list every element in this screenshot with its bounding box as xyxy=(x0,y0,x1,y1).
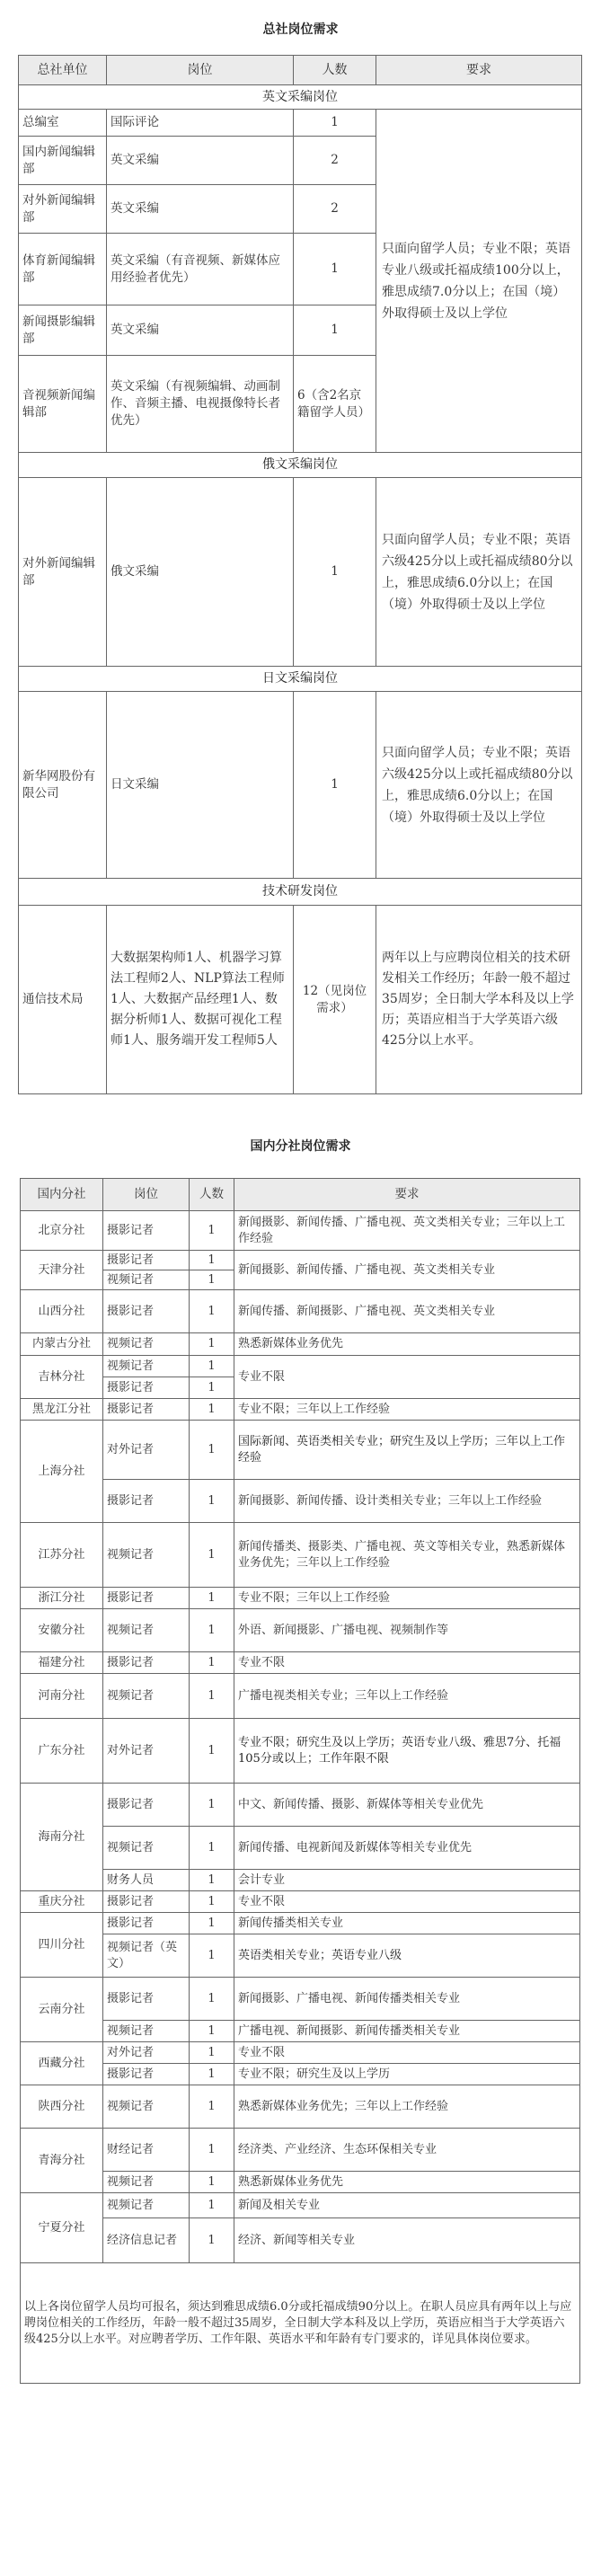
count-cell: 1 xyxy=(190,2172,234,2193)
requirement-cell: 熟悉新媒体业务优先 xyxy=(234,1333,580,1356)
post-cell: 视频记者 xyxy=(103,2021,190,2042)
table-row xyxy=(21,1399,580,1421)
section-row-japanese xyxy=(19,667,582,692)
table-row xyxy=(21,2085,580,2129)
post-cell: 视频记者（英文） xyxy=(103,1934,190,1978)
requirement-cell: 专业不限；研究生及以上学历；英语专业八级、雅思7分、托福105分或以上；工作年限不限 xyxy=(234,1719,580,1784)
branch-cell: 重庆分社 xyxy=(21,1891,103,1913)
footnote: 以上各岗位留学人员均可报名，须达到雅思成绩6.0分或托福成绩90分以上。在职人员应具有两年以上与应聘岗位相关的工作经历，年龄一般不超过35周岁，全日制大学本科及以上学历，英语应相当于大学英语六级425分以上水平。对应聘者学历、工作年限、英语水平和年龄有专门要求的，详见具体岗位要求。 xyxy=(21,2263,580,2384)
branch-cell: 内蒙古分社 xyxy=(21,1333,103,1356)
branch-cell: 山西分社 xyxy=(21,1290,103,1333)
col-header-post: 岗位 xyxy=(107,56,294,85)
requirement-cell: 外语、新闻摄影、广播电视、视频制作等 xyxy=(234,1609,580,1652)
post-cell: 大数据架构师1人、机器学习算法工程师2人、NLP算法工程师1人、大数据产品经理1人、数据分析师1人、数据可视化工程师1人、服务端开发工程师5人 xyxy=(107,906,294,1094)
post-cell: 对外记者 xyxy=(103,2042,190,2064)
count-cell: 1 xyxy=(190,1827,234,1870)
requirement-cell: 专业不限；研究生及以上学历 xyxy=(234,2064,580,2085)
post-cell: 视频记者 xyxy=(103,1523,190,1588)
table-row xyxy=(21,2193,580,2218)
table-row xyxy=(21,1421,580,1480)
col-header-unit: 总社单位 xyxy=(19,56,107,85)
requirement-cell: 经济类、产业经济、生态环保相关专业 xyxy=(234,2129,580,2172)
table-row xyxy=(21,2218,580,2263)
requirement-cell: 熟悉新媒体业务优先；三年以上工作经验 xyxy=(234,2085,580,2129)
post-cell: 视频记者 xyxy=(103,1356,190,1377)
requirement-cell: 新闻摄影、新闻传播、设计类相关专业；三年以上工作经验 xyxy=(234,1480,580,1523)
count-cell: 1 xyxy=(190,1913,234,1934)
section-heading-russian: 俄文采编岗位 xyxy=(19,453,582,478)
requirement-cell: 专业不限；三年以上工作经验 xyxy=(234,1399,580,1421)
requirement-cell: 新闻传播类相关专业 xyxy=(234,1913,580,1934)
count-cell: 1 xyxy=(190,1934,234,1978)
count-cell: 2 xyxy=(294,185,376,234)
post-cell: 摄影记者 xyxy=(103,1290,190,1333)
col-header-post: 岗位 xyxy=(103,1179,190,1211)
count-cell: 1 xyxy=(190,2064,234,2085)
count-cell: 1 xyxy=(294,234,376,305)
branch-cell: 四川分社 xyxy=(21,1913,103,1978)
count-cell: 2 xyxy=(294,137,376,185)
table-row xyxy=(21,1333,580,1356)
post-cell: 对外记者 xyxy=(103,1719,190,1784)
count-cell: 1 xyxy=(190,2042,234,2064)
branch-cell: 黑龙江分社 xyxy=(21,1399,103,1421)
unit-cell: 音视频新闻编辑部 xyxy=(19,356,107,453)
requirement-cell: 新闻及相关专业 xyxy=(234,2193,580,2218)
table-row xyxy=(21,2021,580,2042)
post-cell: 经济信息记者 xyxy=(103,2218,190,2263)
count-cell: 1 xyxy=(190,2218,234,2263)
requirement-cell: 新闻传播、电视新闻及新媒体等相关专业优先 xyxy=(234,1827,580,1870)
branch-cell: 天津分社 xyxy=(21,1251,103,1290)
table-row xyxy=(21,1609,580,1652)
post-cell: 英文采编 xyxy=(107,185,294,234)
count-cell: 1 xyxy=(190,1674,234,1719)
post-cell: 摄影记者 xyxy=(103,1913,190,1934)
post-cell: 视频记者 xyxy=(103,2085,190,2129)
col-header-requirement: 要求 xyxy=(376,56,582,85)
count-cell: 1 xyxy=(190,1421,234,1480)
count-cell: 1 xyxy=(190,1784,234,1827)
requirement-cell: 广播电视、新闻摄影、新闻传播类相关专业 xyxy=(234,2021,580,2042)
post-cell: 视频记者 xyxy=(103,1674,190,1719)
post-cell: 国际评论 xyxy=(107,110,294,137)
unit-cell: 国内新闻编辑部 xyxy=(19,137,107,185)
table-row xyxy=(21,1719,580,1784)
requirement-cell: 中文、新闻传播、摄影、新媒体等相关专业优先 xyxy=(234,1784,580,1827)
col-header-count: 人数 xyxy=(190,1179,234,1211)
requirement-cell: 只面向留学人员；专业不限；英语专业八级或托福成绩100分以上，雅思成绩7.0分以上；在国（境）外取得硕士及以上学位 xyxy=(376,110,582,453)
branch-cell: 河南分社 xyxy=(21,1674,103,1719)
post-cell: 英文采编 xyxy=(107,137,294,185)
requirement-cell: 专业不限 xyxy=(234,1891,580,1913)
table-row xyxy=(21,1588,580,1609)
post-cell: 摄影记者 xyxy=(103,1399,190,1421)
count-cell: 1 xyxy=(190,2021,234,2042)
requirement-cell: 专业不限 xyxy=(234,1652,580,1674)
count-cell: 1 xyxy=(190,1870,234,1891)
requirement-cell: 国际新闻、英语类相关专业；研究生及以上学历；三年以上工作经验 xyxy=(234,1421,580,1480)
count-cell: 1 xyxy=(294,110,376,137)
note-row xyxy=(21,2263,580,2384)
count-cell: 1 xyxy=(190,1211,234,1251)
count-cell: 6（含2名京籍留学人员） xyxy=(294,356,376,453)
count-cell: 1 xyxy=(190,1290,234,1333)
post-cell: 摄影记者 xyxy=(103,1978,190,2021)
count-cell: 1 xyxy=(190,1377,234,1399)
col-header-requirement: 要求 xyxy=(234,1179,580,1211)
requirement-cell: 新闻摄影、新闻传播、广播电视、英文类相关专业；三年以上工作经验 xyxy=(234,1211,580,1251)
table-row xyxy=(21,2129,580,2172)
section-heading-japanese: 日文采编岗位 xyxy=(19,667,582,692)
branch-cell: 江苏分社 xyxy=(21,1523,103,1588)
count-cell: 1 xyxy=(294,692,376,879)
post-cell: 视频记者 xyxy=(103,1270,190,1290)
branch-cell: 广东分社 xyxy=(21,1719,103,1784)
unit-cell: 新闻摄影编辑部 xyxy=(19,305,107,356)
branch-cell: 上海分社 xyxy=(21,1421,103,1523)
branch-cell: 西藏分社 xyxy=(21,2042,103,2085)
requirement-cell: 专业不限 xyxy=(234,1356,580,1399)
post-cell: 英文采编（有音视频、新媒体应用经验者优先） xyxy=(107,234,294,305)
table-row xyxy=(21,1870,580,1891)
post-cell: 英文采编（有视频编辑、动画制作、音频主播、电视摄像特长者优先） xyxy=(107,356,294,453)
count-cell: 12（见岗位需求） xyxy=(294,906,376,1094)
hq-section-title: 总社岗位需求 xyxy=(262,22,339,37)
branch-cell: 吉林分社 xyxy=(21,1356,103,1399)
table-row xyxy=(19,478,582,667)
requirement-cell: 新闻传播类、摄影类、广播电视、英文等相关专业，熟悉新媒体业务优先；三年以上工作经验 xyxy=(234,1523,580,1588)
requirement-cell: 专业不限；三年以上工作经验 xyxy=(234,1588,580,1609)
requirement-cell: 熟悉新媒体业务优先 xyxy=(234,2172,580,2193)
post-cell: 视频记者 xyxy=(103,1609,190,1652)
post-cell: 财经记者 xyxy=(103,2129,190,2172)
count-cell: 1 xyxy=(190,1719,234,1784)
branch-cell: 陕西分社 xyxy=(21,2085,103,2129)
table-row xyxy=(21,1827,580,1870)
domestic-positions-table xyxy=(20,1178,580,2384)
count-cell: 1 xyxy=(294,305,376,356)
branch-cell: 福建分社 xyxy=(21,1652,103,1674)
branch-cell: 云南分社 xyxy=(21,1978,103,2042)
section-heading-english: 英文采编岗位 xyxy=(19,85,582,110)
table-row xyxy=(21,1784,580,1827)
post-cell: 视频记者 xyxy=(103,2172,190,2193)
post-cell: 视频记者 xyxy=(103,1827,190,1870)
table-row xyxy=(21,1251,580,1270)
branch-cell: 北京分社 xyxy=(21,1211,103,1251)
table-row xyxy=(21,1891,580,1913)
post-cell: 摄影记者 xyxy=(103,1652,190,1674)
table-row xyxy=(21,1652,580,1674)
post-cell: 摄影记者 xyxy=(103,1588,190,1609)
table-row xyxy=(19,110,582,137)
col-header-count: 人数 xyxy=(294,56,376,85)
post-cell: 俄文采编 xyxy=(107,478,294,667)
table-row xyxy=(21,1934,580,1978)
requirement-cell: 新闻摄影、广播电视、新闻传播类相关专业 xyxy=(234,1978,580,2021)
count-cell: 1 xyxy=(190,1978,234,2021)
branch-cell: 安徽分社 xyxy=(21,1609,103,1652)
table-row xyxy=(21,1290,580,1333)
requirement-cell: 新闻传播、新闻摄影、广播电视、英文类相关专业 xyxy=(234,1290,580,1333)
post-cell: 摄影记者 xyxy=(103,1377,190,1399)
post-cell: 摄影记者 xyxy=(103,1480,190,1523)
count-cell: 1 xyxy=(190,1652,234,1674)
table-row xyxy=(21,1674,580,1719)
branch-cell: 浙江分社 xyxy=(21,1588,103,1609)
count-cell: 1 xyxy=(190,1251,234,1270)
col-header-branch: 国内分社 xyxy=(21,1179,103,1211)
count-cell: 1 xyxy=(190,1523,234,1588)
post-cell: 摄影记者 xyxy=(103,2064,190,2085)
unit-cell: 总编室 xyxy=(19,110,107,137)
post-cell: 摄影记者 xyxy=(103,1784,190,1827)
section-row-russian xyxy=(19,453,582,478)
count-cell: 1 xyxy=(190,1609,234,1652)
table-row xyxy=(19,906,582,1094)
unit-cell: 体育新闻编辑部 xyxy=(19,234,107,305)
count-cell: 1 xyxy=(190,1588,234,1609)
branch-cell: 青海分社 xyxy=(21,2129,103,2193)
post-cell: 摄影记者 xyxy=(103,1251,190,1270)
unit-cell: 新华网股份有限公司 xyxy=(19,692,107,879)
branch-cell: 海南分社 xyxy=(21,1784,103,1891)
count-cell: 1 xyxy=(294,478,376,667)
unit-cell: 通信技术局 xyxy=(19,906,107,1094)
requirement-cell: 两年以上与应聘岗位相关的技术研发相关工作经历；年龄一般不超过35周岁；全日制大学本科及以上学历；英语应相当于大学英语六级425分以上水平。 xyxy=(376,906,582,1094)
table-row xyxy=(21,1211,580,1251)
post-cell: 财务人员 xyxy=(103,1870,190,1891)
count-cell: 1 xyxy=(190,1333,234,1356)
unit-cell: 对外新闻编辑部 xyxy=(19,478,107,667)
table-row xyxy=(21,2042,580,2064)
requirement-cell: 新闻摄影、新闻传播、广播电视、英文类相关专业 xyxy=(234,1251,580,1290)
hq-header-row xyxy=(19,56,582,85)
count-cell: 1 xyxy=(190,1356,234,1377)
table-row xyxy=(21,1356,580,1377)
requirement-cell: 只面向留学人员；专业不限；英语六级425分以上或托福成绩80分以上，雅思成绩6.0分以上；在国（境）外取得硕士及以上学位 xyxy=(376,478,582,667)
requirement-cell: 会计专业 xyxy=(234,1870,580,1891)
table-row xyxy=(21,2064,580,2085)
count-cell: 1 xyxy=(190,1480,234,1523)
requirement-cell: 广播电视类相关专业；三年以上工作经验 xyxy=(234,1674,580,1719)
table-row xyxy=(21,1978,580,2021)
section-row-tech xyxy=(19,879,582,906)
section-row-english xyxy=(19,85,582,110)
section-heading-tech: 技术研发岗位 xyxy=(19,879,582,906)
count-cell: 1 xyxy=(190,2085,234,2129)
domestic-header-row xyxy=(21,1179,580,1211)
post-cell: 摄影记者 xyxy=(103,1891,190,1913)
branch-cell: 宁夏分社 xyxy=(21,2193,103,2263)
post-cell: 对外记者 xyxy=(103,1421,190,1480)
post-cell: 视频记者 xyxy=(103,2193,190,2218)
count-cell: 1 xyxy=(190,1399,234,1421)
post-cell: 日文采编 xyxy=(107,692,294,879)
hq-positions-table xyxy=(18,55,582,1094)
domestic-section-title: 国内分社岗位需求 xyxy=(250,1139,351,1154)
table-row xyxy=(21,1523,580,1588)
requirement-cell: 英语类相关专业；英语专业八级 xyxy=(234,1934,580,1978)
unit-cell: 对外新闻编辑部 xyxy=(19,185,107,234)
count-cell: 1 xyxy=(190,2193,234,2218)
count-cell: 1 xyxy=(190,1270,234,1290)
post-cell: 摄影记者 xyxy=(103,1211,190,1251)
requirement-cell: 经济、新闻等相关专业 xyxy=(234,2218,580,2263)
post-cell: 视频记者 xyxy=(103,1333,190,1356)
table-row xyxy=(21,1913,580,1934)
count-cell: 1 xyxy=(190,1891,234,1913)
requirement-cell: 专业不限 xyxy=(234,2042,580,2064)
table-row xyxy=(21,1480,580,1523)
requirement-cell: 只面向留学人员；专业不限；英语六级425分以上或托福成绩80分以上，雅思成绩6.0分以上；在国（境）外取得硕士及以上学位 xyxy=(376,692,582,879)
table-row xyxy=(19,692,582,879)
table-row xyxy=(21,2172,580,2193)
post-cell: 英文采编 xyxy=(107,305,294,356)
count-cell: 1 xyxy=(190,2129,234,2172)
